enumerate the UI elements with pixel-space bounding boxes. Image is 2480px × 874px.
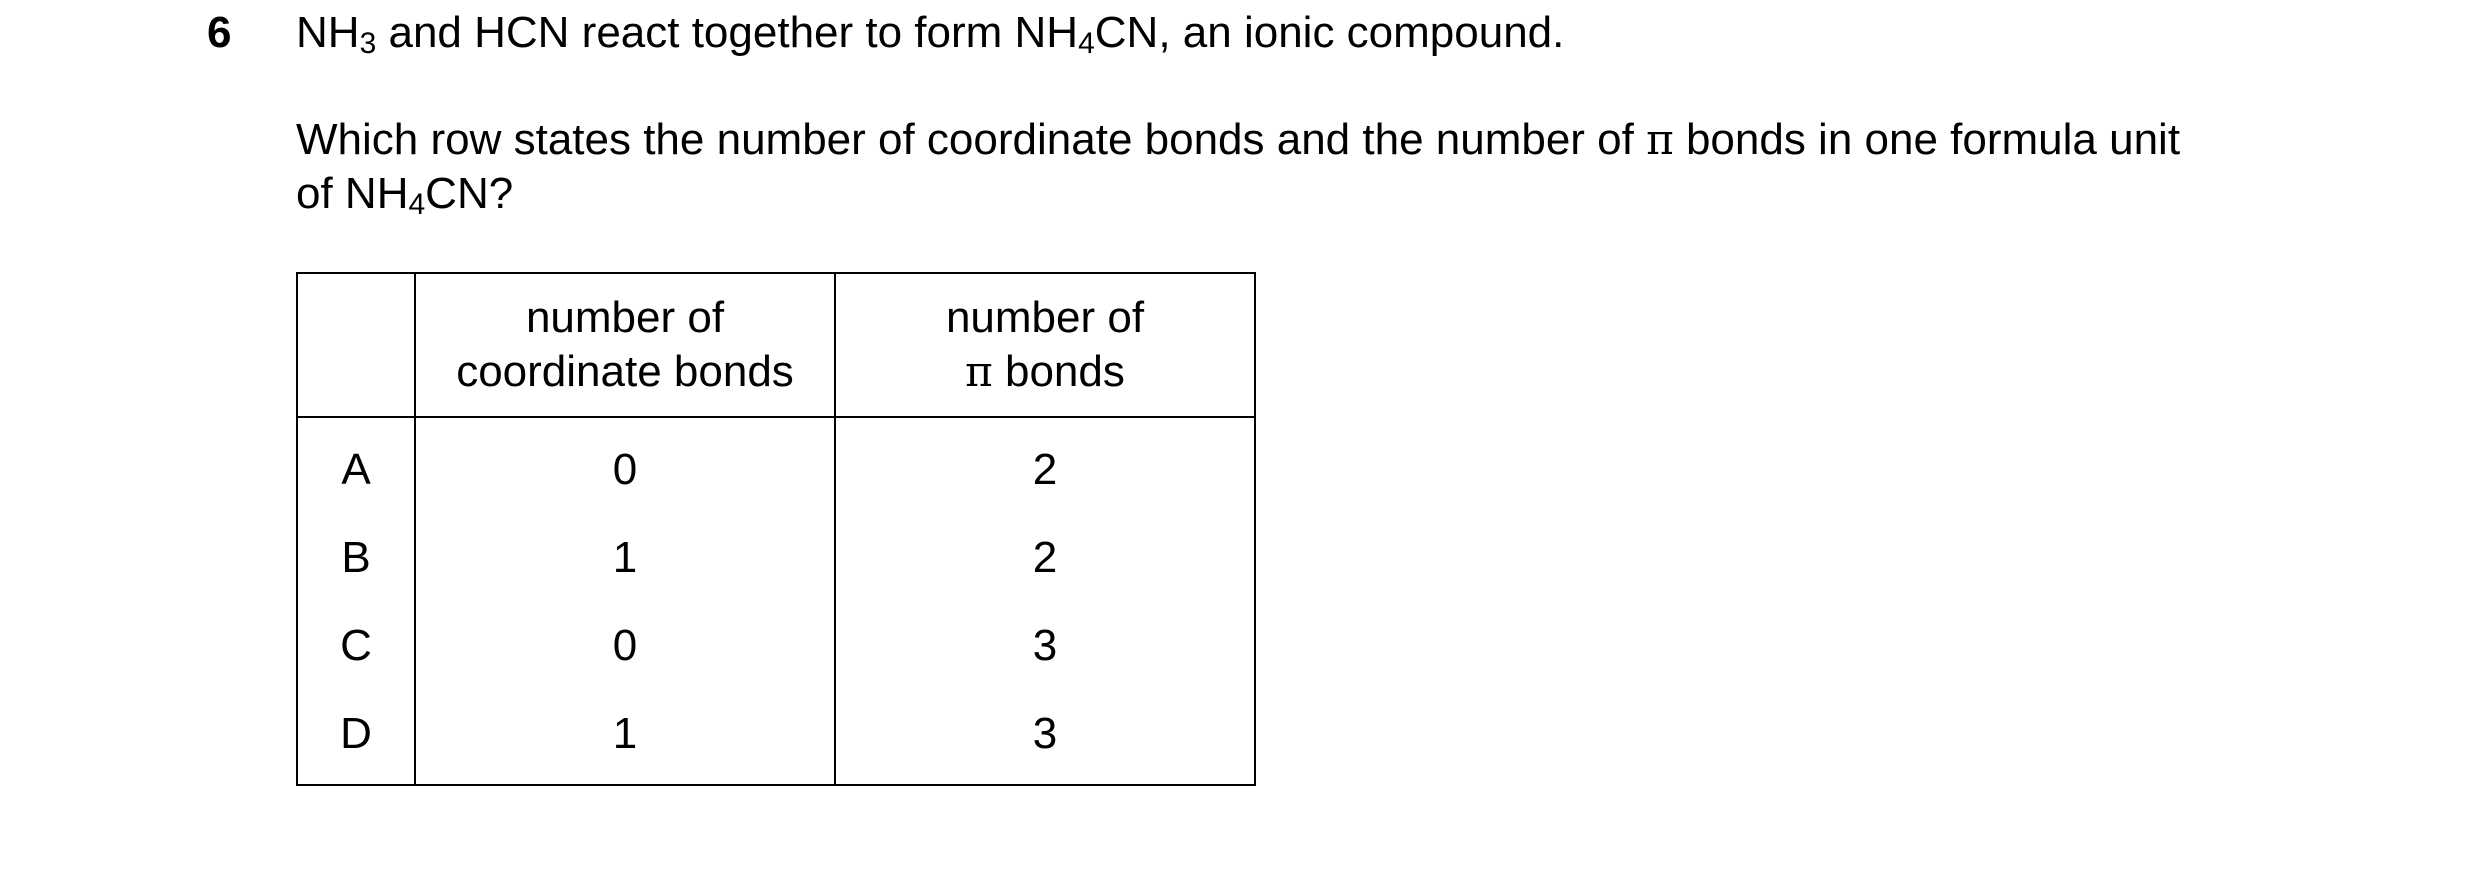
question-number: 6	[207, 8, 232, 57]
header-pi-symbol: π	[965, 347, 993, 396]
header-pi-bonds	[835, 273, 1255, 417]
prompt-line-1	[296, 113, 2346, 167]
stem-subscript-2: 4	[1078, 27, 1095, 60]
option-letter: B	[297, 514, 415, 602]
header-coordinate-line-2: coordinate bonds	[456, 347, 794, 396]
question-prompt	[296, 113, 2346, 221]
header-letter-cell	[297, 273, 415, 417]
question-stem	[296, 6, 1564, 60]
coordinate-bonds-value: 0	[415, 602, 835, 690]
coordinate-bonds-value: 1	[415, 514, 835, 602]
prompt-text-3: of NH	[296, 169, 409, 218]
header-pi-line-1: number of	[945, 293, 1145, 342]
pi-bonds-value: 3	[835, 690, 1255, 785]
stem-text-2: and HCN react together to form NH	[376, 8, 1079, 57]
table-row	[297, 690, 1255, 785]
option-letter: A	[297, 417, 415, 514]
stem-subscript-1: 3	[359, 27, 377, 60]
header-coordinate-bonds	[415, 273, 835, 417]
pi-bonds-value: 2	[835, 417, 1255, 514]
prompt-text-1: Which row states the number of coordinate bonds and the number of	[296, 115, 1647, 164]
header-pi-line-2	[836, 345, 1254, 399]
header-coordinate-line-1: number of	[525, 293, 725, 342]
prompt-line-2	[296, 167, 2346, 221]
option-letter: C	[297, 602, 415, 690]
pi-bonds-value: 2	[835, 514, 1255, 602]
prompt-text-2: bonds in one formula unit	[1673, 115, 2181, 164]
prompt-text-4: CN?	[425, 169, 514, 218]
coordinate-bonds-value: 0	[415, 417, 835, 514]
table-header-row	[297, 273, 1255, 417]
prompt-subscript: 4	[408, 188, 426, 221]
table-row	[297, 602, 1255, 690]
stem-text-1: NH	[296, 8, 360, 57]
stem-text-3: CN, an ionic compound.	[1094, 8, 1565, 57]
table-row	[297, 417, 1255, 514]
option-letter: D	[297, 690, 415, 785]
answer-options-table	[296, 272, 1256, 786]
header-pi-text: bonds	[992, 347, 1125, 396]
coordinate-bonds-value: 1	[415, 690, 835, 785]
table-row	[297, 514, 1255, 602]
pi-bonds-value: 3	[835, 602, 1255, 690]
pi-symbol: π	[1646, 115, 1674, 164]
